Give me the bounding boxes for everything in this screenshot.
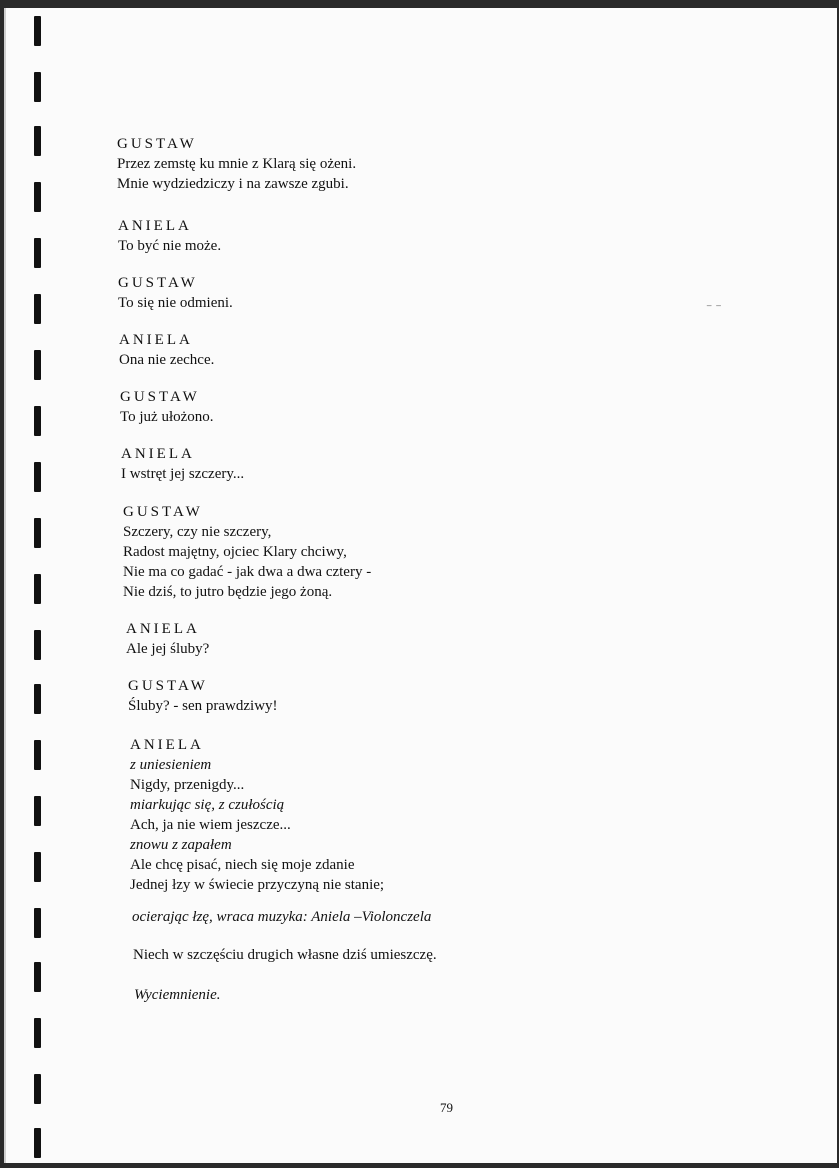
binding-hole [34,1128,41,1158]
speaker-name: ANIELA [126,621,200,637]
binding-hole [34,908,41,938]
verse-line: Szczery, czy nie szczery, [123,524,272,540]
verse-line: Ale jej śluby? [126,641,210,657]
binding-hole [34,684,41,714]
binding-hole [34,350,41,380]
speaker-name: ANIELA [118,218,192,234]
speaker-name: ANIELA [130,737,204,753]
binding-hole [34,852,41,882]
verse-line: To się nie odmieni. [118,295,233,311]
scan-mark: ⁻ ⁻ [706,301,722,315]
speaker-name: GUSTAW [118,275,198,291]
verse-line: Ach, ja nie wiem jeszcze... [130,817,291,833]
binding-hole [34,238,41,268]
verse-line: Ale chcę pisać, niech się moje zdanie [130,857,355,873]
verse-line: Radost majętny, ojciec Klary chciwy, [123,544,347,560]
speaker-name: GUSTAW [123,504,203,520]
binding-hole [34,462,41,492]
verse-line: I wstręt jej szczery... [121,466,245,482]
binding-hole [34,962,41,992]
verse-line: To już ułożono. [120,409,214,425]
verse-line: Jednej łzy w świecie przyczyną nie stanie; [130,877,385,893]
page-number: 79 [440,1100,453,1115]
binding-hole [34,72,41,102]
stage-direction: ocierając łzę, wraca muzyka: Aniela –Violonczela [132,909,432,925]
verse-line: Śluby? - sen prawdziwy! [128,698,278,714]
speaker-name: GUSTAW [128,678,208,694]
verse-line: Nie ma co gadać - jak dwa a dwa cztery - [123,564,372,580]
binding-hole [34,406,41,436]
binding-hole [34,1018,41,1048]
stage-direction: z uniesieniem [130,757,212,773]
binding-hole [34,574,41,604]
binding-hole [34,294,41,324]
speaker-name: ANIELA [121,446,195,462]
binding-hole [34,630,41,660]
speaker-name: ANIELA [119,332,193,348]
binding-hole [34,796,41,826]
binding-hole [34,182,41,212]
verse-line: Mnie wydziedziczy i na zawsze zgubi. [117,176,349,192]
speaker-name: GUSTAW [117,136,197,152]
binding-hole [34,126,41,156]
stage-direction: miarkując się, z czułością [130,797,285,813]
verse-line: Niech w szczęściu drugich własne dziś umieszczę. [133,947,437,963]
verse-line: Przez zemstę ku mnie z Klarą się ożeni. [117,156,357,172]
scanned-page [4,8,837,1163]
stage-direction: Wyciemnienie. [134,987,221,1003]
stage-direction: znowu z zapałem [130,837,232,853]
verse-line: Nigdy, przenigdy... [130,777,245,793]
verse-line: Ona nie zechce. [119,352,215,368]
speaker-name: GUSTAW [120,389,200,405]
spiral-binding [6,8,36,1163]
binding-hole [34,1074,41,1104]
binding-hole [34,16,41,46]
binding-hole [34,740,41,770]
verse-line: Nie dziś, to jutro będzie jego żoną. [123,584,333,600]
binding-hole [34,518,41,548]
verse-line: To być nie może. [118,238,222,254]
